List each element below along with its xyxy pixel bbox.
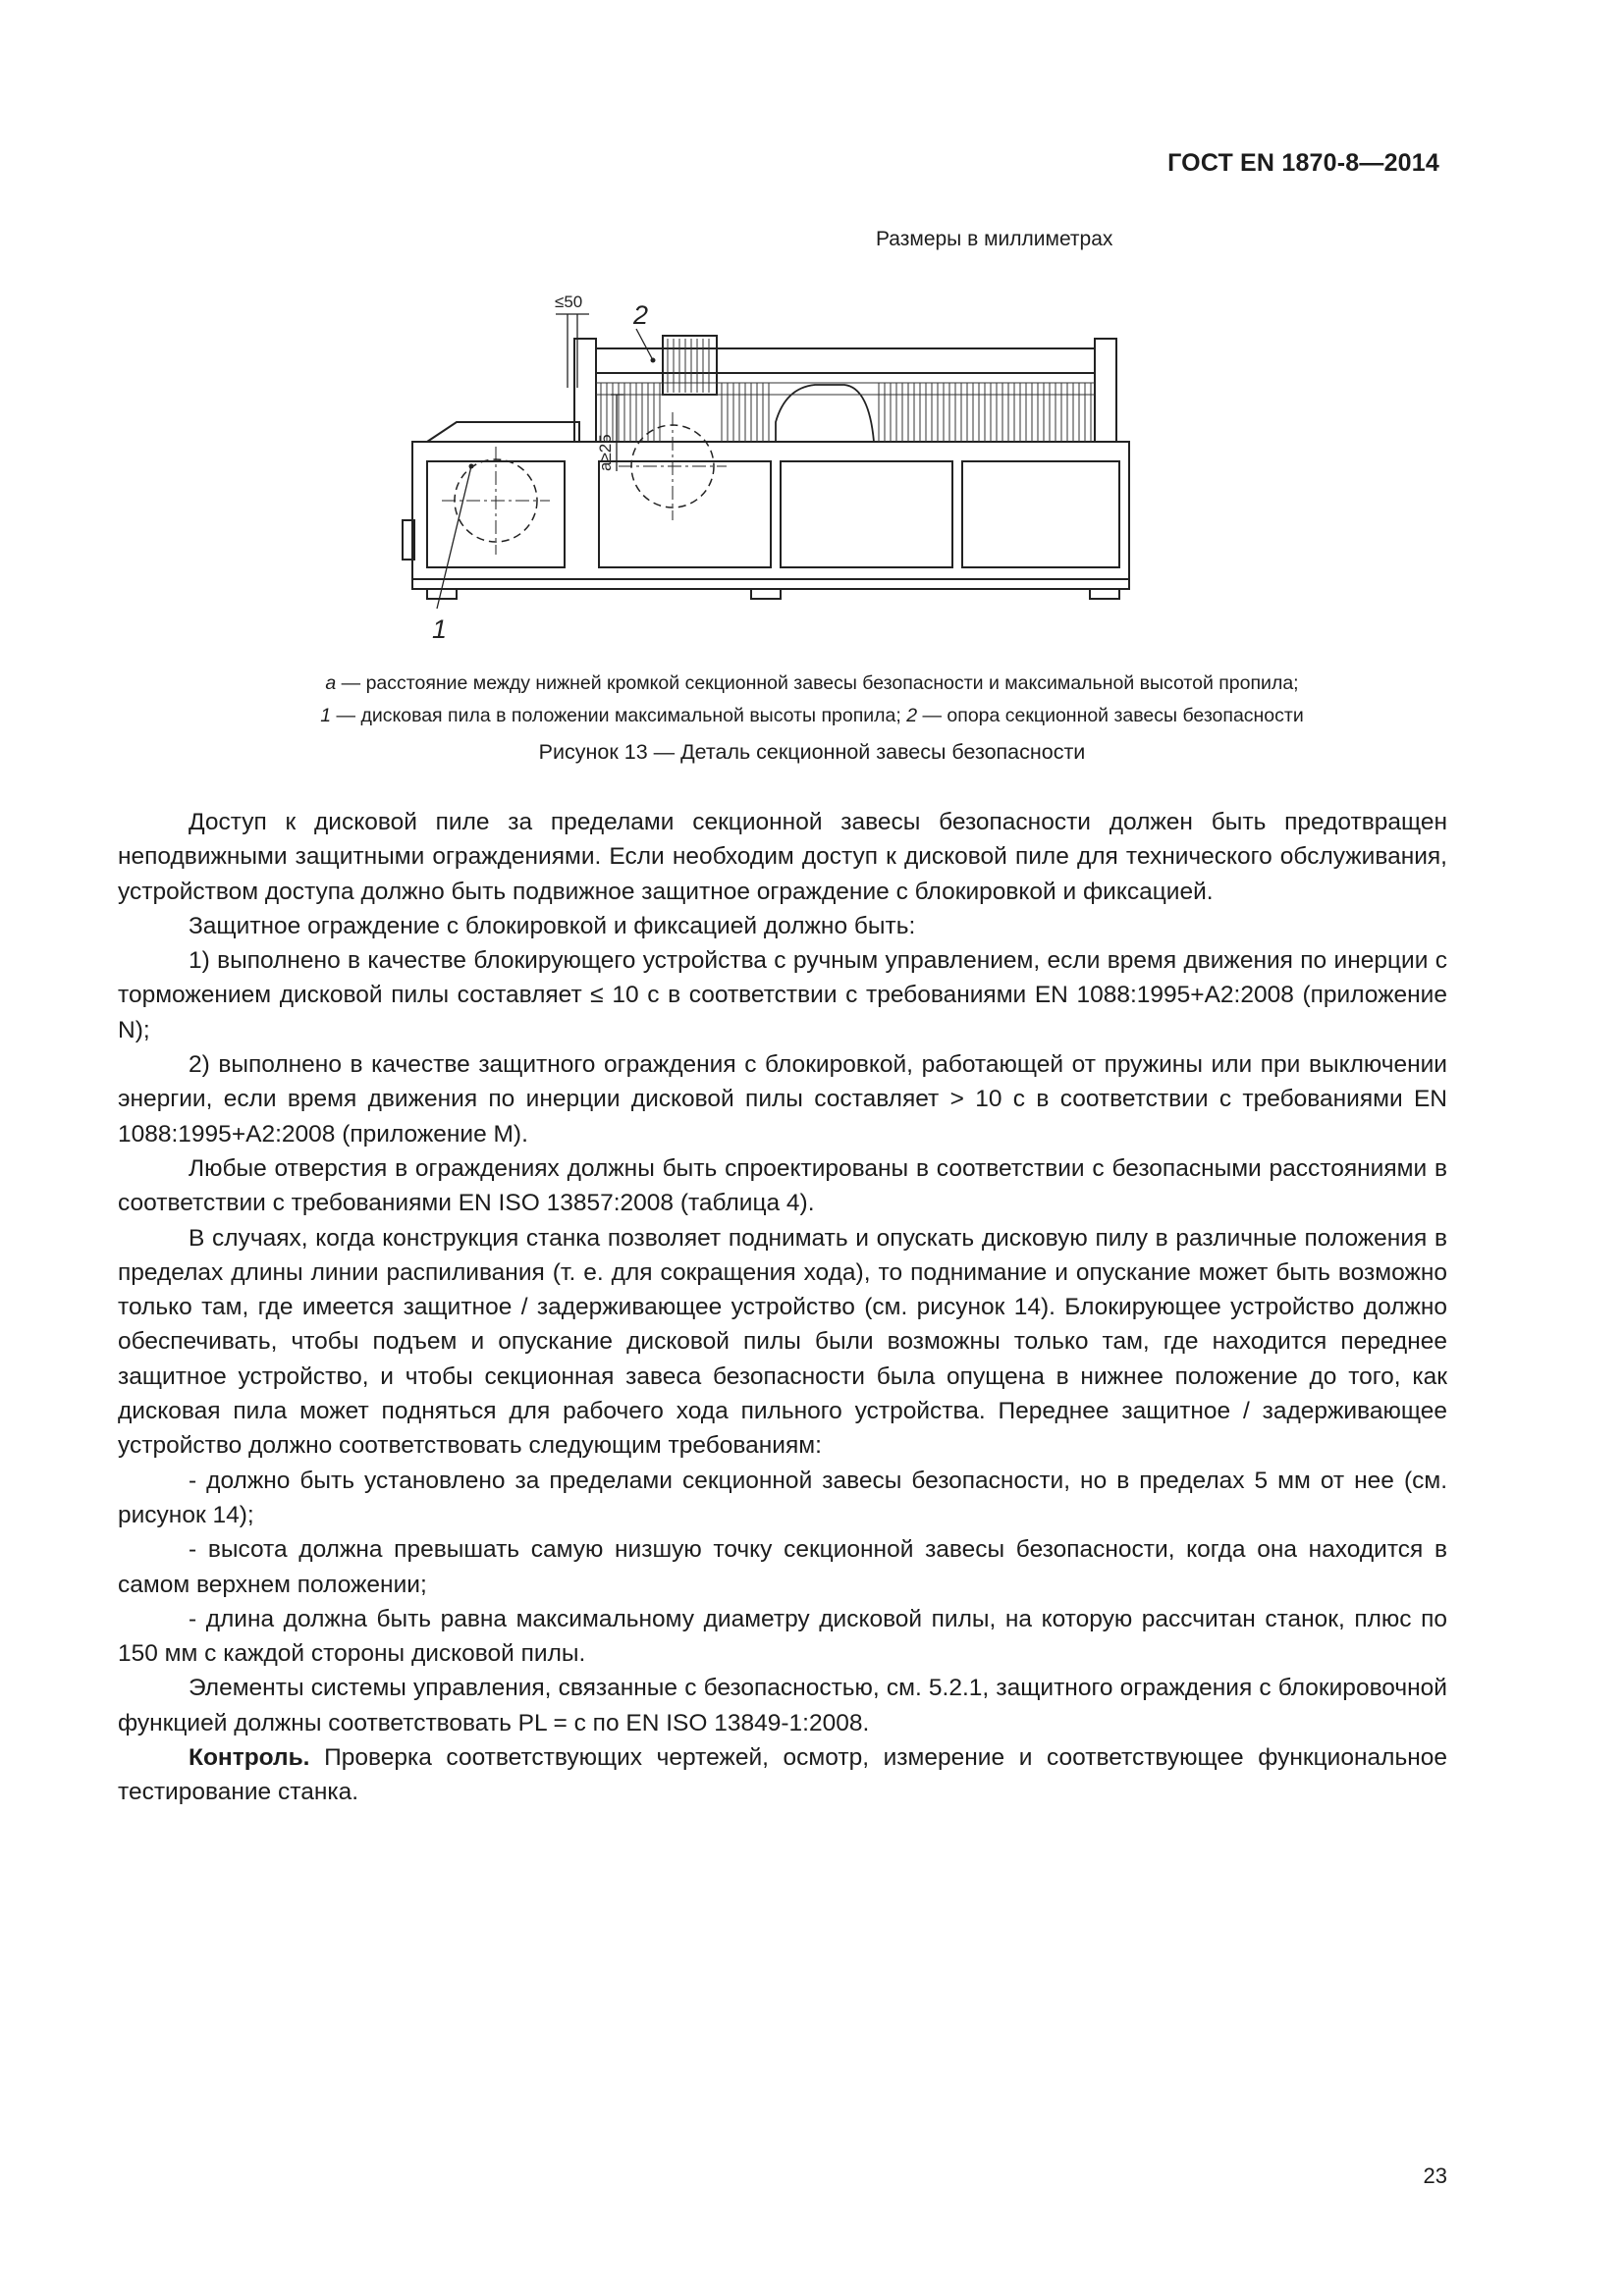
list-item: - должно быть установлено за пределами секционной завесы безопасности, но в пределах 5 мм от нее (см. рисунок 14);: [118, 1467, 1447, 1528]
machine-drawing: [383, 275, 1168, 648]
list-item: 1) выполнено в качестве блокирующего устройства с ручным управлением, если время движения по инерции с торможением дисковой пилы составляет ≤ 10 с в соответствии с требованиями EN 1088:1995+A2:2008 (приложение N);: [118, 947, 1447, 1043]
callout-1: 1: [432, 614, 448, 644]
dim-top-label: ≤50: [555, 293, 583, 311]
compartment-4: [962, 461, 1119, 567]
compartment-3: [781, 461, 952, 567]
paragraph: Защитное ограждение с блокировкой и фиксацией должно быть:: [189, 912, 916, 939]
paragraph: Элементы системы управления, связанные с безопасностью, см. 5.2.1, защитного ограждения с блокировочной функцией должны соответствовать PL = c по EN ISO 13849-1:2008.: [118, 1675, 1447, 1736]
foot-right: [1090, 589, 1119, 599]
curtain-support: [596, 348, 1095, 373]
document-header: ГОСТ EN 1870-8—2014: [1167, 149, 1439, 177]
legend-line-1-2: 1 — дисковая пила в положении максимальной высоты пропила; 2 — опора секционной завесы безопасности: [320, 705, 1304, 726]
figure-caption: Рисунок 13 — Деталь секционной завесы безопасности: [538, 740, 1086, 764]
curtain-slats: [596, 339, 1095, 442]
upright-right: [1095, 339, 1116, 442]
control-label: Контроль.: [189, 1744, 310, 1772]
saw-hood: [776, 385, 874, 442]
list-item: - высота должна превышать самую низшую точку секционной завесы безопасности, когда она находится в самом верхнем положении;: [118, 1536, 1447, 1598]
paragraph: Контроль. Проверка соответствующих чертежей, осмотр, измерение и соответствующее функциональное тестирование станка.: [118, 1744, 1447, 1806]
infeed-table: [427, 422, 579, 442]
paragraph: В случаях, когда конструкция станка позволяет поднимать и опускать дисковую пилу в различные положения в пределах длины линии распиливания (т. е. для сокращения хода), то поднимание и опускание может быть возможно только там, где имеется защитное / задерживающее устройство (см. рисунок 14). Блокирующее устройство должно обеспечивать, чтобы подъем и опускание дисковой пилы были возможны только там, где находится переднее защитное устройство, и чтобы секционная завеса безопасности была опущена в нижнее положение до того, как дисковая пила может подняться для рабочего хода пильного устройства. Переднее защитное / задерживающее устройство должно соответствовать следующим требованиям:: [118, 1224, 1447, 1460]
units-note: Размеры в миллиметрах: [876, 228, 1113, 250]
body-text: [118, 805, 1447, 1810]
list-item: 2) выполнено в качестве защитного ограждения с блокировкой, работающей от пружины или при выключении энергии, если время движения по инерции дисковой пилы составляет > 10 с в соответствии с требованиями EN 1088:1995+A2:2008 (приложение M).: [118, 1051, 1447, 1148]
paragraph: Любые отверстия в ограждениях должны быть спроектированы в соответствии с безопасными расстояниями в соответствии с требованиями EN ISO 13857:2008 (таблица 4).: [118, 1154, 1447, 1217]
dim-side-label: a≥25: [596, 434, 615, 471]
list-item: - длина должна быть равна максимальному диаметру дисковой пилы, на которую рассчитан станок, плюс по 150 мм с каждой стороны дисковой пилы.: [118, 1605, 1447, 1668]
callout-2: 2: [633, 300, 649, 330]
paragraph: Доступ к дисковой пиле за пределами секционной завесы безопасности должен быть предотвращен неподвижными защитными ограждениями. Если необходим доступ к дисковой пиле для технического обслуживания, устройством доступа должно быть подвижное защитное ограждение с блокировкой и фиксацией.: [118, 809, 1447, 905]
page-number: 23: [1423, 2163, 1447, 2188]
foot-mid: [751, 589, 781, 599]
legend-line-a: a — расстояние между нижней кромкой секционной завесы безопасности и максимальной высотой пропила;: [325, 672, 1299, 694]
compartment-2: [599, 461, 771, 567]
figure-legend: [177, 667, 1447, 732]
